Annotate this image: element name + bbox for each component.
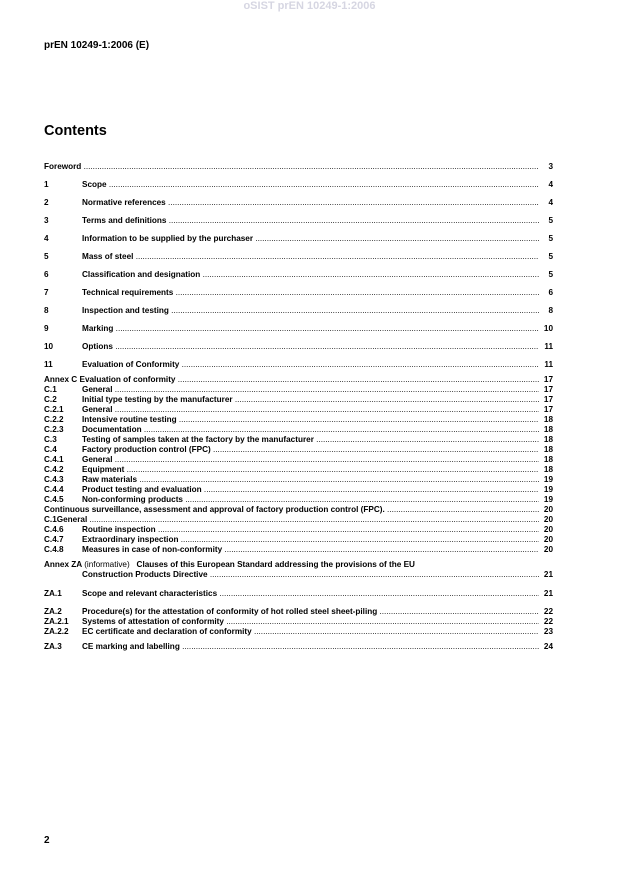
toc-entry[interactable] (44, 216, 553, 225)
toc-entry[interactable] (44, 425, 553, 434)
toc-entry-page: 5 (548, 216, 553, 225)
toc-entry[interactable] (44, 589, 553, 598)
toc-entry-label: General ..... (82, 405, 539, 414)
toc-entry-label: Annex C Evaluation of conformity ..... (44, 375, 539, 384)
toc-entry-page: 17 (543, 395, 553, 404)
toc-entry-page: 24 (543, 642, 553, 651)
toc-entry-page: 4 (548, 198, 553, 207)
toc-entry[interactable] (44, 642, 553, 651)
toc-entry-number: ZA.1 (44, 589, 62, 598)
toc-entry-number: C.1 (44, 385, 57, 394)
toc-entry-number: C.4.6 (44, 525, 64, 534)
toc-entry[interactable] (44, 465, 553, 474)
toc-entry-label-line1 (44, 560, 415, 569)
toc-entry-page: 20 (543, 525, 553, 534)
toc-entry-label: Equipment ..... (82, 465, 539, 474)
toc-entry-label: Routine inspection ..... (82, 525, 539, 534)
toc-entry[interactable] (44, 617, 553, 626)
toc-entry[interactable] (44, 627, 553, 636)
page-title: Contents (44, 123, 107, 139)
toc-entry-number: C.4 (44, 445, 57, 454)
toc-entry-page: 18 (543, 445, 553, 454)
toc-entry-number: 2 (44, 198, 49, 207)
toc-entry-label: Inspection and testing ..... (82, 306, 539, 315)
toc-entry-page: 20 (543, 545, 553, 554)
toc-entry-label: Systems of attestation of conformity ..... (82, 617, 539, 626)
toc-entry-page: 20 (543, 505, 553, 514)
toc-entry-page: 18 (543, 415, 553, 424)
toc-entry-label-line2: Construction Products Directive ..... (82, 570, 539, 579)
toc-entry-number: 3 (44, 216, 49, 225)
toc-entry-annex-za[interactable] (44, 560, 553, 580)
toc-entry-number: C.4.5 (44, 495, 64, 504)
toc-entry-c1-general[interactable] (44, 515, 553, 524)
toc-entry-number: C.4.1 (44, 455, 64, 464)
toc-entry-label: Information to be supplied by the purchaser ..... (82, 234, 539, 243)
toc-entry-page: 6 (548, 288, 553, 297)
toc-entry[interactable] (44, 475, 553, 484)
toc-entry-page: 11 (544, 360, 553, 369)
toc-entry-number: 4 (44, 234, 49, 243)
toc-entry-label: Mass of steel ..... (82, 252, 539, 261)
toc-entry-page: 19 (543, 495, 553, 504)
toc-entry-label: Technical requirements ..... (82, 288, 539, 297)
toc-entry-number: C.4.2 (44, 465, 64, 474)
toc-entry-number: 11 (44, 360, 53, 369)
toc-entry-label: Non-conforming products ..... (82, 495, 539, 504)
toc-entry-number: 5 (44, 252, 49, 261)
toc-entry-label: Testing of samples taken at the factory by the manufacturer ..... (82, 435, 539, 444)
toc-entry-label: C.1General ..... (44, 515, 539, 524)
toc-entry-label: Procedure(s) for the attestation of conformity of hot rolled steel sheet-piling ..... (82, 607, 539, 616)
toc-entry-label: General ..... (82, 385, 539, 394)
toc-entry[interactable] (44, 252, 553, 261)
toc-entry-continuous-surveillance[interactable] (44, 505, 553, 514)
toc-entry[interactable] (44, 405, 553, 414)
toc-entry[interactable] (44, 360, 553, 369)
toc-entry-number: C.4.7 (44, 535, 64, 544)
toc-entry[interactable] (44, 288, 553, 297)
toc-entry-label: Product testing and evaluation ..... (82, 485, 539, 494)
toc-entry-number: C.2.2 (44, 415, 64, 424)
toc-entry-number: 7 (44, 288, 49, 297)
toc-entry-number: C.2.3 (44, 425, 64, 434)
toc-entry-label: Measures in case of non-conformity ..... (82, 545, 539, 554)
toc-entry-number: ZA.2 (44, 607, 62, 616)
toc-entry-label: Raw materials ..... (82, 475, 539, 484)
toc-entry[interactable] (44, 495, 553, 504)
toc-entry-number: C.2.1 (44, 405, 64, 414)
toc-entry-page: 3 (548, 162, 553, 171)
toc-entry[interactable] (44, 395, 553, 404)
toc-entry[interactable] (44, 607, 553, 616)
toc-entry-label: Terms and definitions ..... (82, 216, 539, 225)
toc-entry-page: 17 (543, 385, 553, 394)
toc-entry-label: Normative references ..... (82, 198, 539, 207)
toc-entry-label: Factory production control (FPC) ..... (82, 445, 539, 454)
toc-entry[interactable] (44, 545, 553, 554)
toc-entry-page: 23 (543, 627, 553, 636)
toc-entry-number: 1 (44, 180, 49, 189)
toc-entry-page: 18 (543, 425, 553, 434)
toc-entry-label: Intensive routine testing ..... (82, 415, 539, 424)
toc-entry[interactable] (44, 535, 553, 544)
toc-entry-label: CE marking and labelling ..... (82, 642, 539, 651)
toc-entry-number: ZA.2.2 (44, 627, 69, 636)
toc-entry-label: Scope ..... (82, 180, 539, 189)
toc-entry-page: 19 (543, 475, 553, 484)
toc-entry-page: 22 (543, 607, 553, 616)
toc-entry[interactable] (44, 306, 553, 315)
toc-entry-page: 20 (543, 515, 553, 524)
toc-entry[interactable] (44, 324, 553, 333)
toc-entry-number: ZA.2.1 (44, 617, 69, 626)
watermark: oSIST prEN 10249-1:2006 (243, 0, 376, 12)
toc-entry-page: 5 (548, 270, 553, 279)
toc-entry-page: 5 (548, 234, 553, 243)
toc-entry-number: C.4.3 (44, 475, 64, 484)
toc-entry[interactable] (44, 525, 553, 534)
toc-entry[interactable] (44, 455, 553, 464)
toc-entry-label: Documentation ..... (82, 425, 539, 434)
toc-entry-label: EC certificate and declaration of conformity ..... (82, 627, 539, 636)
toc-entry[interactable] (44, 485, 553, 494)
toc-entry-label: Classification and designation ..... (82, 270, 539, 279)
toc-entry-label: General ..... (82, 455, 539, 464)
toc-entry[interactable] (44, 198, 553, 207)
toc-entry-page: 18 (543, 465, 553, 474)
table-of-contents (44, 162, 553, 651)
toc-entry-number: 6 (44, 270, 49, 279)
toc-entry-label: Foreword ..... (44, 162, 539, 171)
toc-entry[interactable] (44, 234, 553, 243)
toc-entry[interactable] (44, 435, 553, 444)
toc-entry-page: 17 (543, 375, 553, 384)
toc-entry[interactable] (44, 180, 553, 189)
toc-entry-page: 5 (548, 252, 553, 261)
toc-entry-label: Evaluation of Conformity ..... (82, 360, 539, 369)
toc-entry[interactable] (44, 270, 553, 279)
toc-entry-page: 11 (544, 342, 553, 351)
toc-entry-page: 19 (543, 485, 553, 494)
toc-entry-foreword[interactable] (44, 162, 553, 171)
toc-entry[interactable] (44, 385, 553, 394)
annex-za-informative: (informative) (84, 560, 130, 569)
toc-entry-page: 4 (548, 180, 553, 189)
document-reference: prEN 10249-1:2006 (E) (44, 40, 150, 51)
toc-entry-number: C.4.4 (44, 485, 64, 494)
toc-entry-page: 20 (543, 535, 553, 544)
toc-entry-page: 10 (543, 324, 553, 333)
toc-entry[interactable] (44, 342, 553, 351)
toc-entry-number: 8 (44, 306, 49, 315)
toc-entry-page: 17 (543, 405, 553, 414)
toc-entry-number: C.4.8 (44, 545, 64, 554)
toc-entry-label: Initial type testing by the manufacturer ..... (82, 395, 539, 404)
annex-za-prefix: Annex ZA (44, 560, 82, 569)
toc-entry-label: Extraordinary inspection ..... (82, 535, 539, 544)
toc-entry-page: 21 (543, 570, 553, 579)
annex-za-title: Clauses of this European Standard addressing the provisions of the EU (136, 560, 415, 569)
toc-entry-annex-c[interactable] (44, 375, 553, 384)
toc-entry-label: Marking ..... (82, 324, 539, 333)
toc-entry-number: C.3 (44, 435, 57, 444)
toc-entry-number: C.2 (44, 395, 57, 404)
toc-entry-page: 8 (548, 306, 553, 315)
toc-entry[interactable] (44, 445, 553, 454)
toc-entry-label: Options ..... (82, 342, 539, 351)
toc-entry-page: 18 (543, 455, 553, 464)
toc-entry-label: Scope and relevant characteristics ..... (82, 589, 539, 598)
page-number: 2 (44, 835, 50, 846)
toc-entry-page: 18 (543, 435, 553, 444)
toc-entry-page: 21 (543, 589, 553, 598)
toc-entry-label: Continuous surveillance, assessment and approval of factory production control (FPC). ..... (44, 505, 539, 514)
toc-entry-number: ZA.3 (44, 642, 62, 651)
toc-entry-page: 22 (543, 617, 553, 626)
toc-entry[interactable] (44, 415, 553, 424)
toc-entry-number: 9 (44, 324, 49, 333)
toc-entry-number: 10 (44, 342, 54, 351)
